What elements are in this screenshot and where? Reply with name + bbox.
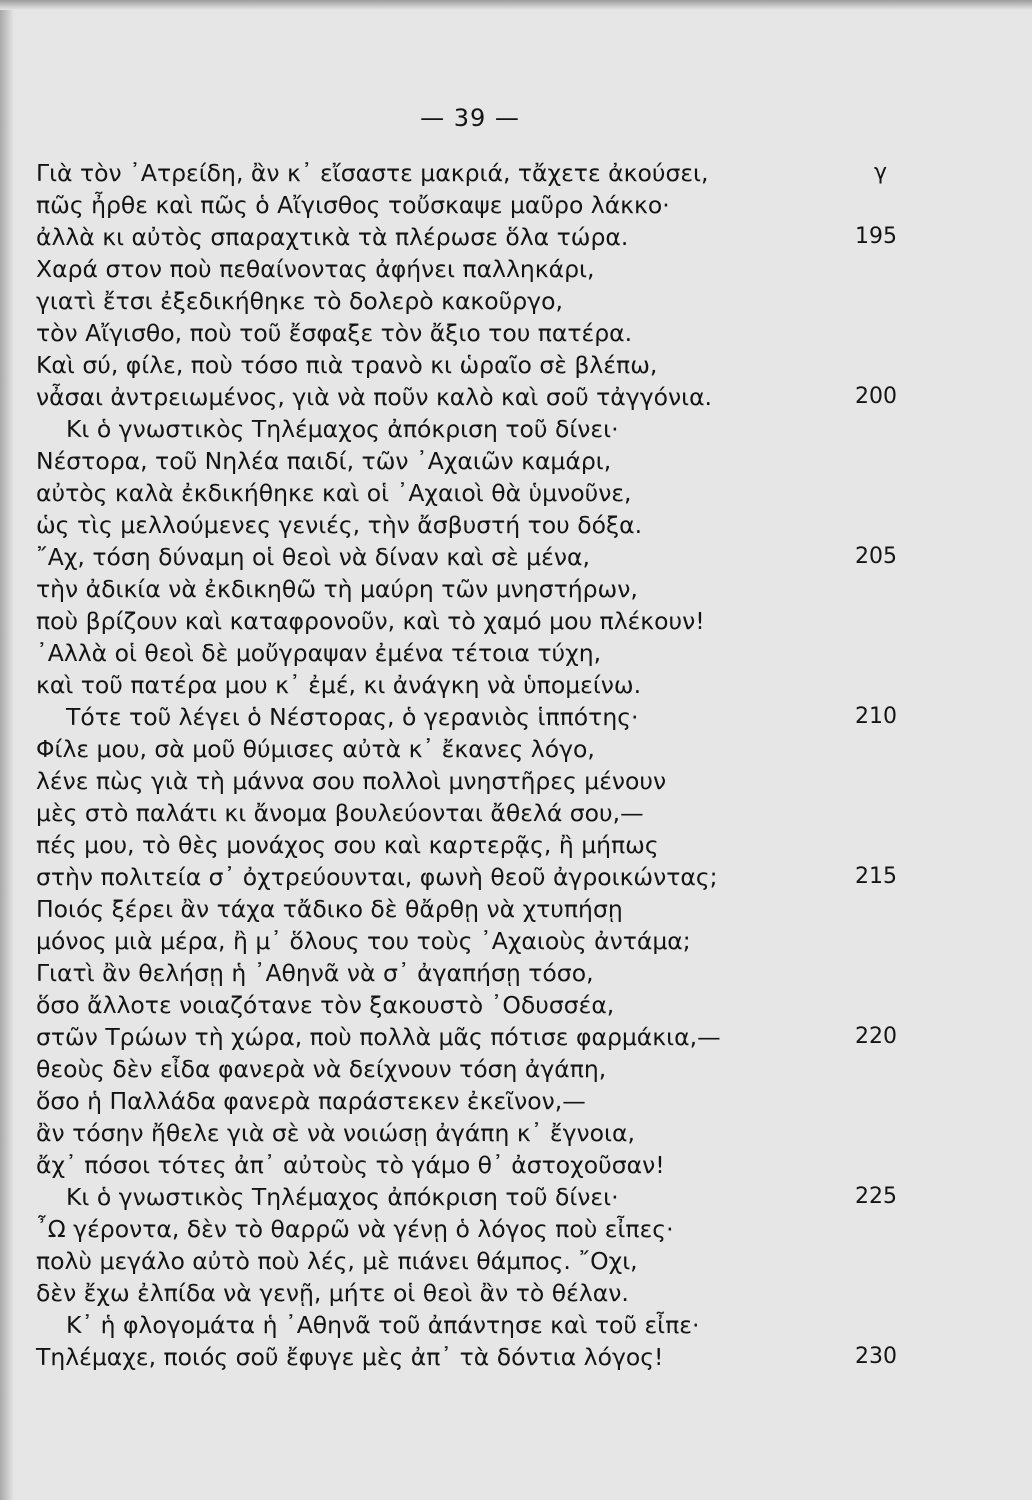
verse-line: Νέστορα, τοῦ Νηλέα παιδί, τῶν ᾿Αχαιῶν καμάρι, bbox=[36, 447, 612, 475]
verse-line: αὐτὸς καλὰ ἐκδικήθηκε καὶ οἱ ᾿Αχαιοὶ θὰ ὑμνοῦνε, bbox=[36, 479, 632, 507]
page-number: — 39 — bbox=[420, 104, 520, 132]
page-edge-shadow bbox=[0, 0, 14, 1500]
line-number: 220 bbox=[855, 1024, 897, 1049]
verse-line: ἄχ᾿ πόσοι τότες ἀπ᾿ αὐτοὺς τὸ γάμο θ᾿ ἀστοχοῦσαν! bbox=[36, 1151, 665, 1179]
verse-line: λένε πὼς γιὰ τὴ μάννα σου πολλοὶ μνηστῆρες μένουν bbox=[36, 767, 667, 795]
verse-line: Καὶ σύ, φίλε, ποὺ τόσο πιὰ τρανὸ κι ὡραῖο σὲ βλέπω, bbox=[36, 351, 658, 379]
verse-line: ποὺ βρίζουν καὶ καταφρονοῦν, καὶ τὸ χαμό μου πλέκουν! bbox=[36, 607, 705, 635]
verse-line: γιατὶ ἔτσι ἐξεδικήθηκε τὸ δολερὸ κακοῦργο, bbox=[36, 287, 563, 315]
line-number: 215 bbox=[855, 864, 897, 889]
verse-line: ὅσο ἄλλοτε νοιαζότανε τὸν ξακουστὸ ᾿Οδυσσέα, bbox=[36, 991, 615, 1019]
verse-line: μόνος μιὰ μέρα, ἢ μ᾿ ὅλους του τοὺς ᾿Αχαιοὺς ἀντάμα; bbox=[36, 927, 691, 955]
verse-line: ἀλλὰ κι αὐτὸς σπαραχτικὰ τὰ πλέρωσε ὅλα τώρα. bbox=[36, 223, 629, 251]
line-number: 205 bbox=[855, 544, 897, 569]
verse-line: Κι ὁ γνωστικὸς Τηλέμαχος ἀπόκριση τοῦ δίνει· bbox=[66, 1183, 619, 1211]
verse-line: καὶ τοῦ πατέρα μου κ᾿ ἐμέ, κι ἀνάγκη νὰ ὑπομείνω. bbox=[36, 671, 642, 699]
line-number: 210 bbox=[855, 704, 897, 729]
verse-line: τὴν ἀδικία νὰ ἐκδικηθῶ τὴ μαύρη τῶν μνηστήρων, bbox=[36, 575, 638, 603]
verse-line: Κι ὁ γνωστικὸς Τηλέμαχος ἀπόκριση τοῦ δίνει· bbox=[66, 415, 619, 443]
verse-line: πῶς ἦρθε καὶ πῶς ὁ Αἴγισθος τοὔσκαψε μαῦρο λάκκο· bbox=[36, 191, 670, 219]
verse-line: πές μου, τὸ θὲς μονάχος σου καὶ καρτερᾷς, ἢ μήπως bbox=[36, 831, 659, 859]
verse-line: ῏Ω γέροντα, δὲν τὸ θαρρῶ νὰ γένῃ ὁ λόγος ποὺ εἶπες· bbox=[36, 1215, 674, 1243]
line-number: 225 bbox=[855, 1184, 897, 1209]
line-number: 200 bbox=[855, 384, 897, 409]
verse-line: δὲν ἔχω ἐλπίδα νὰ γενῇ, μήτε οἱ θεοὶ ἂν τὸ θέλαν. bbox=[36, 1279, 629, 1307]
verse-line: τὸν Αἴγισθο, ποὺ τοῦ ἔσφαξε τὸν ἄξιο του πατέρα. bbox=[36, 319, 633, 347]
verse-line: ᾿Αλλὰ οἱ θεοὶ δὲ μοὔγραψαν ἐμένα τέτοια τύχη, bbox=[36, 639, 602, 667]
verse-line: Γιατὶ ἂν θελήσῃ ἡ ᾿Αθηνᾶ νὰ σ᾿ ἀγαπήσῃ τόσο, bbox=[36, 959, 594, 987]
verse-line: Τότε τοῦ λέγει ὁ Νέστορας, ὁ γερανιὸς ἱππότης· bbox=[66, 703, 639, 731]
line-number: 230 bbox=[855, 1344, 897, 1369]
page-top-shadow bbox=[0, 0, 1032, 10]
verse-line: πολὺ μεγάλο αὐτὸ ποὺ λές, μὲ πιάνει θάμπος. ῎Οχι, bbox=[36, 1247, 638, 1275]
book-letter: γ bbox=[874, 160, 888, 185]
verse-line: Γιὰ τὸν ᾿Ατρείδη, ἂν κ᾿ εἴσαστε μακριά, τἄχετε ἀκούσει, bbox=[36, 159, 709, 187]
line-number: 195 bbox=[855, 224, 897, 249]
verse-line: μὲς στὸ παλάτι κι ἄνομα βουλεύονται ἄθελά σου,— bbox=[36, 799, 644, 827]
verse-line: ῎Αχ, τόση δύναμη οἱ θεοὶ νὰ δίναν καὶ σὲ μένα, bbox=[36, 543, 590, 571]
verse-line: στὴν πολιτεία σ᾿ ὀχτρεύουνται, φωνὴ θεοῦ ἀγροικώντας; bbox=[36, 863, 718, 891]
verse-line: νἆσαι ἀντρειωμένος, γιὰ νὰ ποῦν καλὸ καὶ σοῦ τἀγγόνια. bbox=[36, 383, 713, 411]
verse-line: ὅσο ἡ Παλλάδα φανερὰ παράστεκεν ἐκεῖνον,— bbox=[36, 1087, 586, 1115]
verse-line: ἂν τόσην ἤθελε γιὰ σὲ νὰ νοιώσῃ ἀγάπη κ᾿ ἔγνοια, bbox=[36, 1119, 635, 1147]
verse-line: ὡς τὶς μελλούμενες γενιές, τὴν ἄσβυστή του δόξα. bbox=[36, 511, 643, 539]
verse-line: στῶν Τρώων τὴ χώρα, ποὺ πολλὰ μᾶς πότισε φαρμάκια,— bbox=[36, 1023, 721, 1051]
verse-line: θεοὺς δὲν εἶδα φανερὰ νὰ δείχνουν τόση ἀγάπη, bbox=[36, 1055, 607, 1083]
verse-line: Κ᾿ ἡ φλογομάτα ἡ ᾿Αθηνᾶ τοῦ ἀπάντησε καὶ τοῦ εἶπε· bbox=[66, 1311, 700, 1339]
verse-line: Χαρά στον ποὺ πεθαίνοντας ἀφήνει παλληκάρι, bbox=[36, 255, 595, 283]
verse-line: Τηλέμαχε, ποιός σοῦ ἔφυγε μὲς ἀπ᾿ τὰ δόντια λόγος! bbox=[36, 1343, 664, 1371]
verse-line: Φίλε μου, σὰ μοῦ θύμισες αὐτὰ κ᾿ ἔκανες λόγο, bbox=[36, 735, 595, 763]
verse-line: Ποιός ξέρει ἂν τάχα τἄδικο δὲ θἄρθῃ νὰ χτυπήσῃ bbox=[36, 895, 623, 923]
